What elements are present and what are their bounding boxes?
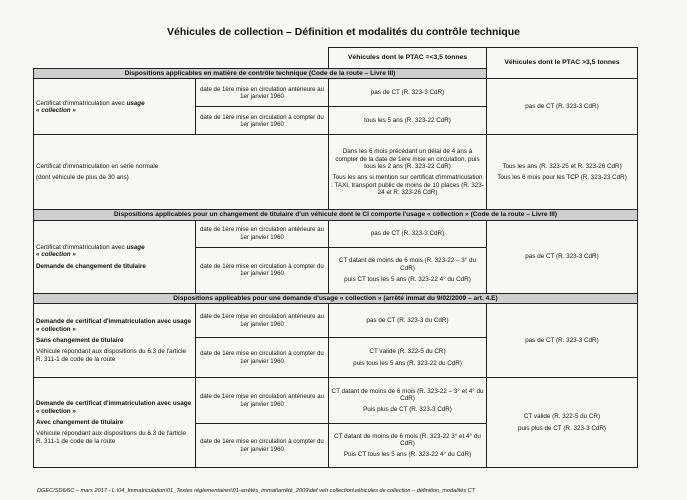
header-ptac-gt-35: Véhicules dont le PTAC >3,5 tonnes xyxy=(487,48,638,79)
s3-rowA-date-after: date de 1ère mise en circulation à compter du 1er janvier 1960 xyxy=(196,338,329,378)
s3-rowA-gt35: pas de CT (R. 323-3 CdR) xyxy=(487,304,638,378)
section-1-title: Dispositions applicables en matière de contrôle technique (Code de la route – Livre III) xyxy=(34,69,487,79)
s3-rowB-le35-before: CT datant de moins de 6 mois (R. 323-22 – 3° et 4° du CdR) Puis plus de CT (R. 323-3 CdR) xyxy=(329,378,487,424)
s3-rowB-le35-after: CT datant de moins de 6 mois (R. 323-22 3° et 4° du CdR) Puis CT tous les 5 ans (R. 323-22 4° du CdR) xyxy=(329,424,487,468)
s1-row2-gt35: Tous les ans (R. 323-25 et R. 323-26 CdR) Tous les 6 mois pour les TCP (R. 323-23 CdR) xyxy=(487,135,638,210)
s1-row2-le35: Dans les 6 mois précédant un délai de 4 ans à compter de la date de 1ère mise en circulation, puis tous les 2 ans (R. 323-22 CdR) Tous les ans si mention sur certificat d'immatriculation : TAXI, transport public de moins de 10 places (R. 323-24 et R. 323-26 CdR) xyxy=(329,135,487,210)
s2-le35-before: pas de CT (R. 323-3 CdR) xyxy=(329,220,487,247)
s3-rowB-gt35: CT valide (R. 322-5 du CR) puis plus de CT (R. 323-3 CdR) xyxy=(487,378,638,468)
s1-row1-date-after: date de 1ère mise en circulation à compter du 1er janvier 1960 xyxy=(196,107,329,135)
control-table xyxy=(33,47,638,468)
header-ptac-le-35: Véhicules dont le PTAC =<3,5 tonnes xyxy=(329,48,487,69)
s1-row1-gt35: pas de CT (R. 323-3 CdR) xyxy=(487,79,638,135)
s1-row1-label: Certificat d'immatriculation avec usage « collection » xyxy=(34,79,196,135)
s3-rowB-date-before: date de 1ère mise en circulation antérieure au 1er janvier 1960 xyxy=(196,378,329,424)
s1-row1-le35-after: tous les 5 ans (R. 323-22 CdR) xyxy=(329,107,487,135)
s1-row1-date-before: date de 1ère mise en circulation antérieure au 1er janvier 1960 xyxy=(196,79,329,107)
s1-row1-le35-before: pas de CT (R. 323-3 CdR) xyxy=(329,79,487,107)
s3-rowA-le35-after: CT valide (R. 322-5 du CR) puis tous les 5 ans (R. 323-22 du CdR) xyxy=(329,338,487,378)
page-title: Véhicules de collection – Définition et modalités du contrôle technique xyxy=(167,26,520,38)
s3-rowB-date-after: date de 1ère mise en circulation à compter du 1er janvier 1960 xyxy=(196,424,329,468)
s2-label: Certificat d'immatriculation avec usage « collection » Demande de changement de titulaire xyxy=(34,220,196,293)
s3-rowA-date-before: date de 1ère mise en circulation antérieure au 1er janvier 1960 xyxy=(196,304,329,338)
s3-rowA-le35-before: pas de CT (R. 323-3 du CdR) xyxy=(329,304,487,338)
s1-row2-label: Certificat d'immatriculation en série normale (dont véhicule de plus de 30 ans) xyxy=(34,135,329,210)
s2-date-after: date de 1ère mise en circulation à compter du 1er janvier 1960 xyxy=(196,247,329,293)
footer-path: DGEC/SD6/6C – mars 2017 - L:\04_Immatriculation\01_Textes réglementaires\01-arrêtés_immat\arrêté_2009\def veh collection\véhicules de collection – définition_modalités CT xyxy=(37,488,476,494)
s3-rowB-label: Demande de certificat d'immatriculation avec usage « collection » Avec changement de titulaire Véhicule répondant aux dispositions du 6.3 de l'article R. 311-1 de code de la route xyxy=(34,378,196,468)
s2-gt35: pas de CT (R. 323-3 CdR) xyxy=(487,220,638,293)
s3-rowA-label: Demande de certificat d'immatriculation avec usage « collection » Sans changement de titulaire Véhicule répondant aux dispositions du 6.3 de l'article R. 311-1 de code de la route xyxy=(34,304,196,378)
s2-date-before: date de 1ère mise en circulation antérieure au 1er janvier 1960 xyxy=(196,220,329,247)
s2-le35-after: CT datant de moins de 6 mois (R. 323-22 – 3° du CdR) puis CT tous les 5 ans (R. 323-22 4° du CdR) xyxy=(329,247,487,293)
section-2-title: Dispositions applicables pour un changement de titulaire d'un véhicule dont le CI comporte l'usage « collection » (Code de la route – Livre III) xyxy=(34,210,638,220)
section-3-title: Dispositions applicables pour une demande d'usage « collection » (arrêté immat du 9/02/2009 – art. 4.E) xyxy=(34,293,638,303)
